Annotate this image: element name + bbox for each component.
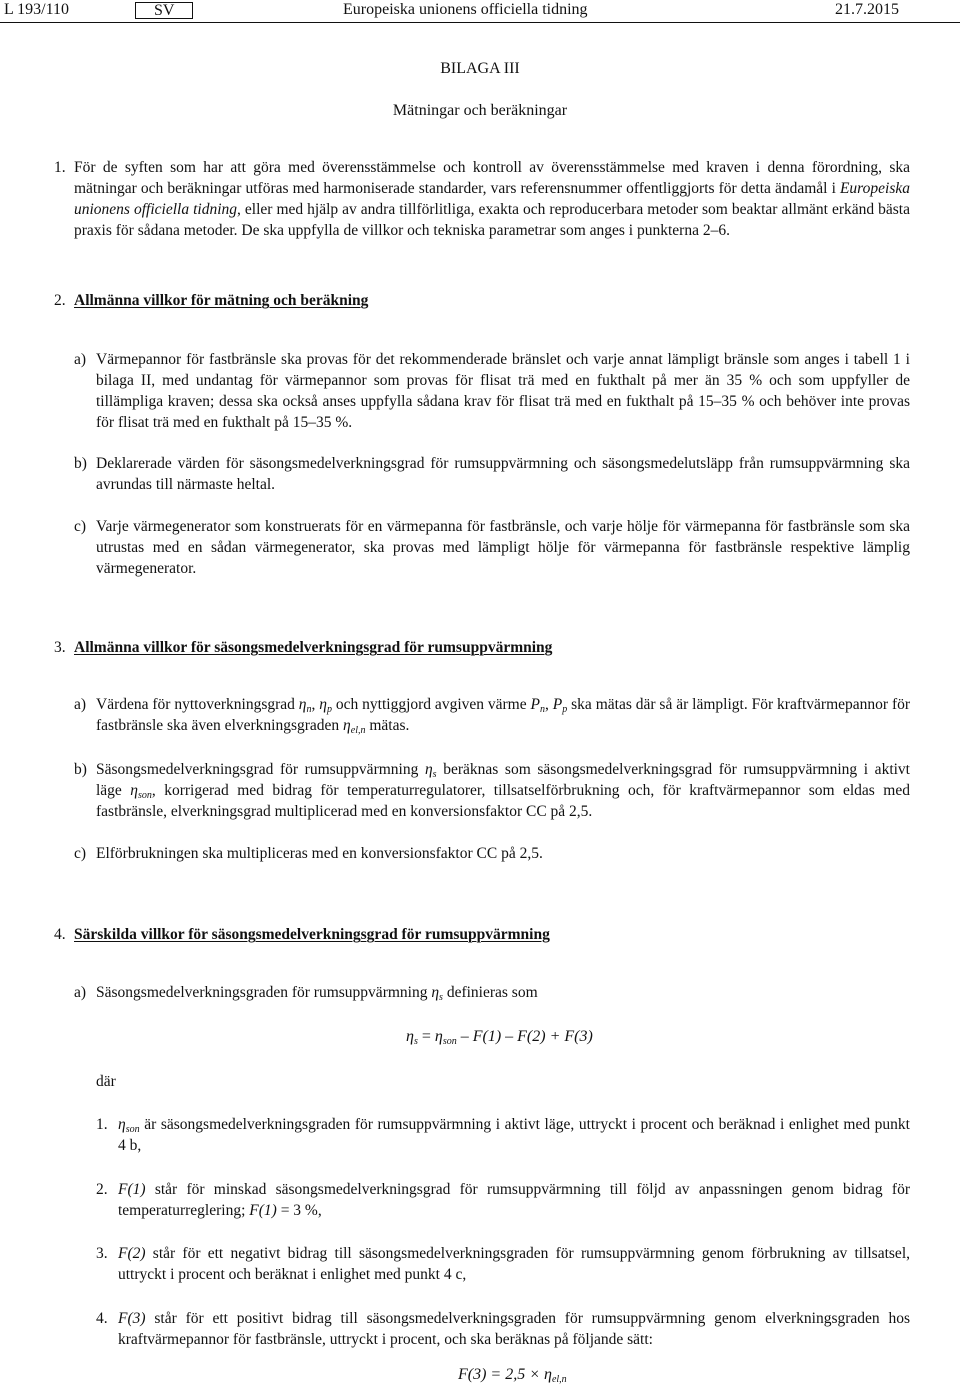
section-3-item-b-text: [96, 759, 910, 822]
eta-symbol: η: [319, 696, 327, 713]
section-3-item-a-label: a): [74, 696, 87, 713]
definition-3-text: [118, 1243, 910, 1285]
section-4-heading: Särskilda villkor för säsongsmedelverkningsgrad för rumsuppvärmning: [74, 926, 550, 943]
p-symbol: P: [552, 696, 563, 713]
definition-3-body: står för ett negativt bidrag till säsongsmedelverkningsgraden för rumsuppvärmning genom förbrukning av tillsatsel, uttryckt i procent och beräknat i enlighet med punkt 4 c,: [118, 1245, 910, 1283]
language-code-badge: SV: [135, 2, 193, 19]
subscript-el-n: el,n: [551, 1374, 567, 1385]
subscript-s: s: [413, 1036, 418, 1047]
s3b-text-1: Säsongsmedelverkningsgrad för rumsuppvärmning: [96, 761, 425, 778]
definition-1-text: [118, 1114, 910, 1156]
s4a-text-2: definieras som: [442, 984, 538, 1001]
definition-2-number: 2.: [96, 1181, 108, 1198]
eta-symbol: η: [434, 1028, 443, 1045]
section-1-number: 1.: [54, 159, 66, 176]
section-3-item-c-label: c): [74, 845, 87, 862]
s3a-text-2: och nyttiggjord avgiven värme: [331, 696, 531, 713]
f1-symbol: F(1): [249, 1202, 277, 1219]
subscript-son: son: [125, 1124, 140, 1135]
s3a-separator: ,: [311, 696, 320, 713]
f3-formula-lhs: F(3) = 2,5 ×: [458, 1366, 545, 1383]
section-2-item-c-label: c): [74, 518, 87, 535]
eta-symbol: η: [406, 1028, 414, 1045]
where-label: där: [96, 1073, 116, 1090]
eta-symbol: η: [298, 696, 307, 713]
s3a-text-3: ska mätas där så är lämpligt. För kraftvärmepannor för fastbränsle ska även elverkningsgraden: [96, 696, 911, 734]
f2-symbol: F(2): [118, 1245, 146, 1262]
journal-title: Europeiska unionens officiella tidning: [343, 1, 588, 18]
eta-symbol: η: [424, 761, 433, 778]
subscript-s: s: [432, 769, 437, 780]
definition-2-body: står för minskad säsongsmedelverkningsgrad för rumsuppvärmning till följd av anpassningen genom bidrag för temperaturreglering;: [118, 1181, 910, 1219]
page-reference: L 193/110: [4, 1, 70, 18]
s3a-separator: ,: [545, 696, 553, 713]
eta-symbol: η: [118, 1116, 126, 1133]
section-3-item-b-label: b): [74, 761, 87, 778]
definition-1-number: 1.: [96, 1116, 108, 1133]
eta-symbol: η: [343, 717, 351, 734]
section-1-paragraph: [74, 157, 910, 241]
section-1-text-start: För de syften som har att göra med överensstämmelse och kontroll av överensstämmelse med kraven i denna förordning, ska mätningar och beräkningar utföras med harmoniserade standarder, vars referensnummer offentliggjorts för detta ändamål i: [74, 159, 910, 197]
section-2-number: 2.: [54, 292, 66, 309]
p-symbol: P: [530, 696, 540, 713]
f3-formula: [458, 1364, 567, 1385]
subscript-n: n: [540, 704, 545, 715]
section-3-item-c-text: Elförbrukningen ska multipliceras med en konversionsfaktor CC på 2,5.: [96, 845, 543, 862]
publication-date: 21.7.2015: [835, 1, 899, 18]
definition-4-text: [118, 1308, 910, 1350]
definition-2-value: = 3 %,: [276, 1202, 322, 1219]
subscript-s: s: [439, 992, 443, 1003]
section-2-heading: Allmänna villkor för mätning och beräkning: [74, 292, 369, 309]
definition-4-body: står för ett positivt bidrag till säsongsmedelverkningsgraden för rumsuppvärmning genom elverkningsgraden hos kraftvärmepannor för fastbränsle, uttryckt i procent, och ska beräknas på följande sätt:: [118, 1310, 910, 1348]
section-2-item-a-text: Värmepannor för fastbränsle ska provas för det rekommenderade bränslet och varje annat lämpligt bränsle som anges i tabell 1 i bilaga II, med undantag för värmepannor som provas för flisat trä med en fukthalt på mer än 35 % och som uppfyller de tillämpliga kraven; dessa ska också anses uppfylla sådana krav för flisat trä med en fukthalt på 15–35 % och behöver inte provas för flisat trä med en fukthalt på 15–35 %.: [96, 351, 910, 431]
section-4-item-a-label: a): [74, 984, 87, 1001]
section-3-heading: Allmänna villkor för säsongsmedelverkningsgrad för rumsuppvärmning: [74, 639, 553, 656]
subscript-el-n: el,n: [350, 725, 366, 736]
header-rule: [0, 22, 960, 23]
subscript-son: son: [137, 790, 152, 801]
seasonal-efficiency-formula: [406, 1026, 593, 1047]
s3a-text-1: Värdena för nyttoverkningsgrad: [96, 696, 299, 713]
definition-4-number: 4.: [96, 1310, 108, 1327]
f3-symbol: F(3): [118, 1310, 146, 1327]
annex-title: BILAGA III: [440, 60, 520, 77]
eta-symbol: η: [431, 984, 440, 1001]
formula-terms: – F(1) – F(2) + F(3): [456, 1028, 593, 1045]
eta-symbol: η: [544, 1366, 552, 1383]
section-3-number: 3.: [54, 639, 66, 656]
s3a-text-4: mätas.: [365, 717, 410, 734]
section-2-item-b-label: b): [74, 455, 87, 472]
section-2-item-b-text: Deklarerade värden för säsongsmedelverkningsgrad för rumsuppvärmning och säsongsmedelutsläpp från rumsuppvärmning ska avrundas till närmaste heltal.: [96, 455, 910, 493]
definition-3-number: 3.: [96, 1245, 108, 1262]
eta-symbol: η: [130, 782, 138, 799]
section-4-number: 4.: [54, 926, 66, 943]
section-4-item-a-text: [96, 982, 910, 1003]
journal-reference: Europeiska unionens officiella tidning: [74, 180, 910, 218]
section-2-item-a-label: a): [74, 351, 87, 368]
s3b-text-2: beräknas som säsongsmedelverkningsgrad för rumsuppvärmning i aktivt läge: [96, 761, 910, 799]
subscript-son: son: [442, 1036, 457, 1047]
section-1-text-end: , eller med hjälp av andra tillförlitliga, exakta och reproducerbara metoder som beaktar allmänt erkänd bästa praxis för sådana metoder. De ska uppfylla de villkor och tekniska parametrar som anges i punkterna 2–6.: [74, 201, 910, 239]
s3b-text-3: , korrigerad med bidrag för temperaturregulatorer, tillsatselförbrukning och, för kraftvärmepannor som eldas med fastbränsle, elverkningsgrad multiplicerad med en konversionsfaktor CC på 2,5.: [96, 782, 910, 820]
annex-subtitle: Mätningar och beräkningar: [392, 102, 568, 119]
subscript-p: p: [562, 704, 568, 715]
section-2-item-c-text: Varje värmegenerator som konstruerats för en värmepanna för fastbränsle, och varje hölje för värmepanna för fastbränsle som ska utrustas med en sådan värmegenerator, ska provas med lämpligt hölje för värmepanna för fastbränsle respektive lämplig värmegenerator.: [96, 518, 910, 577]
subscript-p: p: [326, 704, 332, 715]
subscript-n: n: [306, 704, 312, 715]
f1-symbol: F(1): [118, 1181, 146, 1198]
definition-2-text: [118, 1179, 910, 1221]
section-3-item-a-text: [96, 694, 910, 736]
equals-sign: =: [417, 1028, 435, 1045]
s4a-text-1: Säsongsmedelverkningsgraden för rumsuppvärmning: [96, 984, 432, 1001]
definition-1-body: är säsongsmedelverkningsgraden för rumsuppvärmning i aktivt läge, uttryckt i procent och beräknad i enlighet med punkt 4 b,: [118, 1116, 910, 1154]
